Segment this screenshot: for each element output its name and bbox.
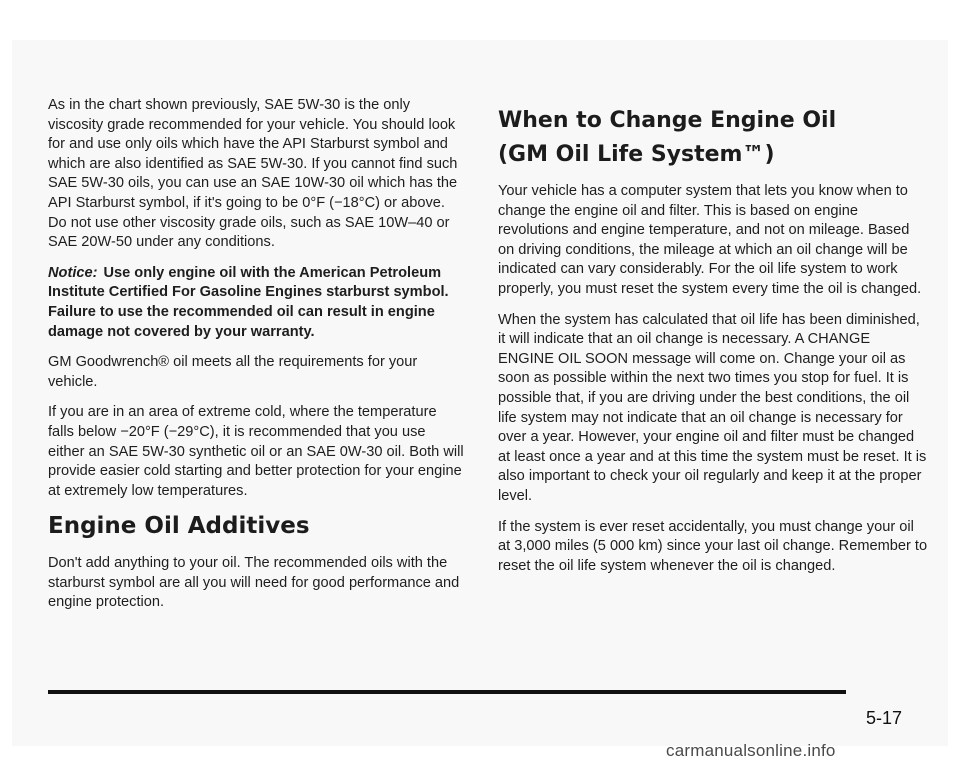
- oil-life-system-paragraph: Your vehicle has a computer system that lets you know when to change the engine oil and filter. This is based on engine revolutions and engine temperature, and not on mileage. Based on driving conditions, the mileage at which an oil change will be indicated can vary considerably. For the oil life system to work properly, you must reset the system every time the oil is changed.: [498, 183, 922, 297]
- footer-rule: [48, 690, 846, 694]
- right-column: [498, 104, 928, 587]
- notice-label: Notice:: [48, 264, 98, 281]
- oil-life-calculated-paragraph: When the system has calculated that oil life has been diminished, it will indicate that an oil change is necessary. A CHANGE ENGINE OIL SOON message will come on. Change your oil as soon as possible within the next two times you stop for fuel. It is possible that, if you are driving under the best conditions, the oil life system may not indicate that an oil change is necessary for over a year. However, your engine oil and filter must be changed at least once a year and at this time the system must be reset. It is also important to check your oil regularly and keep it at the proper level.: [498, 311, 927, 504]
- left-column: [48, 96, 466, 624]
- notice-paragraph: [48, 264, 466, 342]
- reset-accidentally-paragraph: If the system is ever reset accidentally, you must change your oil at 3,000 miles (5 000 km) since your last oil change. Remember to reset the oil life system whenever the oil is changed.: [498, 518, 928, 574]
- viscosity-paragraph: As in the chart shown previously, SAE 5W-30 is the only viscosity grade recommended for your vehicle. You should look for and use only oils which have the API Starburst symbol and which are also identified as SAE 5W-30. If you cannot find such SAE 5W-30 oils, you can use an SAE 10W-30 oil which has the API Starburst symbol, if it's going to be 0°F (−18°C) or above. Do not use other viscosity grade oils, such as SAE 10W–40 or SAE 20W-50 under any conditions.: [48, 97, 458, 251]
- watermark: carmanualsonline.info: [666, 741, 836, 760]
- notice-text: Use only engine oil with the American Petroleum Institute Certified For Gasoline Engines starburst symbol. Failure to use the recommended oil can result in engine damage not covered by your warranty.: [48, 264, 449, 340]
- additives-paragraph: Don't add anything to your oil. The recommended oils with the starburst symbol are all you will need for good performance and engine protection.: [48, 555, 460, 611]
- goodwrench-paragraph: GM Goodwrench® oil meets all the requirements for your vehicle.: [48, 354, 418, 390]
- page-number: 5-17: [866, 708, 903, 728]
- oil-change-heading-line2: (GM Oil Life System™): [498, 142, 775, 167]
- additives-heading: Engine Oil Additives: [48, 513, 310, 540]
- oil-change-heading: [498, 104, 928, 172]
- oil-change-heading-line1: When to Change Engine Oil: [498, 108, 837, 133]
- cold-weather-paragraph: If you are in an area of extreme cold, where the temperature falls below −20°F (−29°C), it is recommended that you use either an SAE 5W-30 synthetic oil or an SAE 0W-30 oil. Both will provide easier cold starting and better protection for your engine at extremely low temperatures.: [48, 404, 464, 499]
